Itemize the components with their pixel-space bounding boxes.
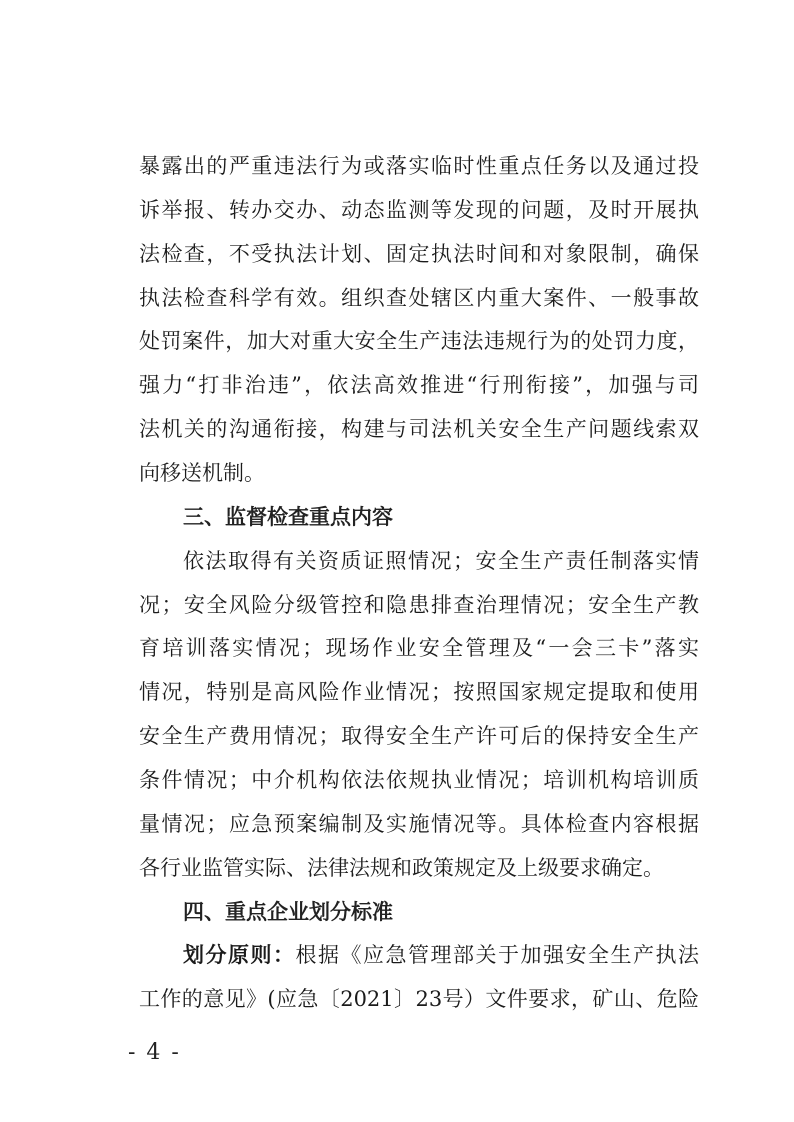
paragraph-1-line-2: 诉举报、转办交办、动态监测等发现的问题，及时开展执 bbox=[139, 198, 699, 222]
paragraph-1-line-7: 法机关的沟通衔接，构建与司法机关安全生产问题线索双 bbox=[139, 417, 699, 441]
section-3-heading: 三、监督检查重点内容 bbox=[183, 505, 393, 529]
paragraph-3-line-1 bbox=[183, 937, 699, 973]
paragraph-3-line-2: 工作的意见》(应急〔2021〕23号）文件要求，矿山、危险 bbox=[139, 987, 699, 1011]
paragraph-3-line-1-text: 根据《应急管理部关于加强安全生产执法 bbox=[295, 943, 699, 967]
paragraph-1-line-5: 处罚案件，加大对重大安全生产违法违规行为的处罚力度， bbox=[139, 329, 699, 353]
paragraph-2-line-3: 育培训落实情况；现场作业安全管理及“一会三卡”落实 bbox=[139, 636, 699, 660]
section-4-heading: 四、重点企业划分标准 bbox=[183, 900, 393, 924]
paragraph-2-line-4: 情况，特别是高风险作业情况；按照国家规定提取和使用 bbox=[139, 680, 699, 704]
paragraph-1-line-4: 执法检查科学有效。组织查处辖区内重大案件、一般事故 bbox=[139, 286, 699, 310]
paragraph-1-line-3: 法检查，不受执法计划、固定执法时间和对象限制，确保 bbox=[139, 242, 699, 266]
paragraph-2-line-6: 条件情况；中介机构依法依规执业情况；培训机构培训质 bbox=[139, 768, 699, 792]
paragraph-1-line-6: 强力“打非治违”，依法高效推进“行刑衔接”，加强与司 bbox=[139, 373, 699, 397]
paragraph-1-line-8: 向移送机制。 bbox=[139, 461, 265, 485]
paragraph-1-line-1: 暴露出的严重违法行为或落实临时性重点任务以及通过投 bbox=[139, 154, 699, 178]
paragraph-2-line-2: 况；安全风险分级管控和隐患排查治理情况；安全生产教 bbox=[139, 593, 699, 617]
paragraph-2-line-5: 安全生产费用情况；取得安全生产许可后的保持安全生产 bbox=[139, 724, 699, 748]
paragraph-2-line-1: 依法取得有关资质证照情况；安全生产责任制落实情 bbox=[183, 549, 699, 573]
paragraph-3-lead: 划分原则： bbox=[183, 943, 296, 967]
paragraph-2-line-7: 量情况；应急预案编制及实施情况等。具体检查内容根据 bbox=[139, 812, 699, 836]
paragraph-2-line-8: 各行业监管实际、法律法规和政策规定及上级要求确定。 bbox=[139, 856, 664, 880]
page-number: - 4 - bbox=[128, 1040, 181, 1065]
